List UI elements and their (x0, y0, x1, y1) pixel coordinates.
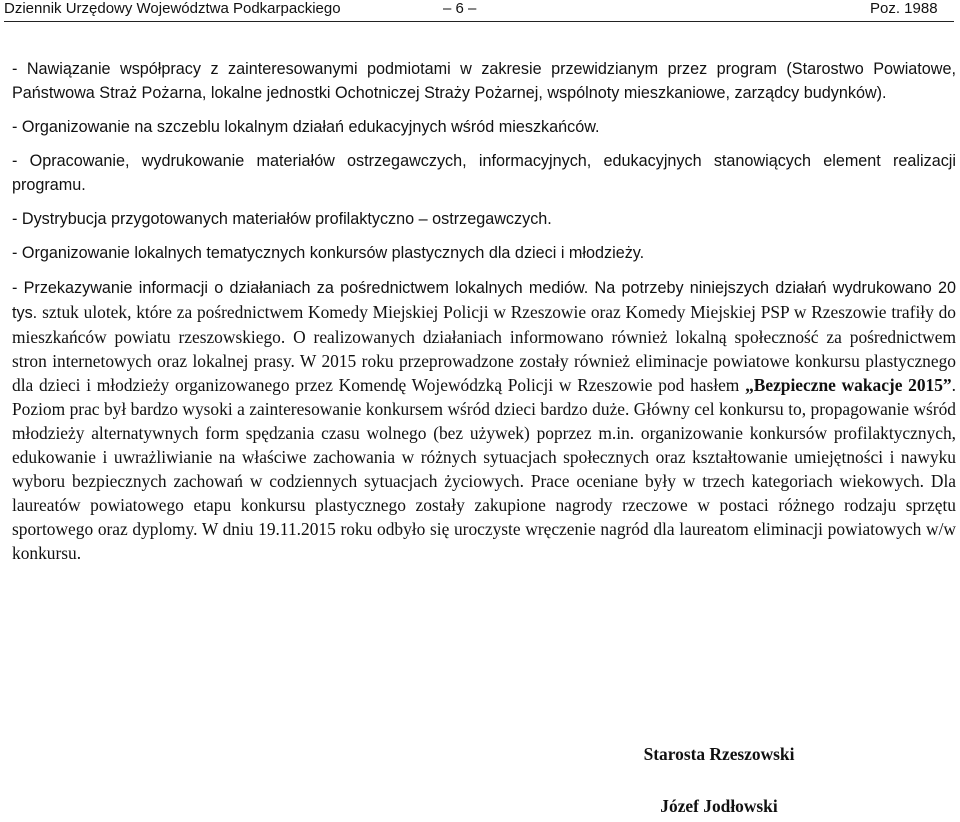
signature-title: Starosta Rzeszowski (643, 744, 795, 764)
paragraph-media (12, 275, 956, 565)
media-text-rest: . Poziom prac był bardzo wysoki a zainteresowanie konkursem wśród dzieci bardzo duże. Główny cel konkursu to, propagowanie wśród młodzieży alternatywnych form spędzania czasu wolnego (bez używek) poprzez m.in. organizowanie konkursów profilaktycznych, edukowanie i uwrażliwianie na właściwe zachowania w różnych sytuacjach społecznych oraz kształtowanie umiejętności i nawyku wyboru bezpiecznych zachowań w codziennych sytuacjach życiowych. Prace oceniane były w trzech kategoriach wiekowych. Dla laureatów powiatowego etapu konkursu plastycznego zostały zakupione nagrody rzeczowe w postaci różnego rodzaju sprzętu sportowego oraz dyplomy. W dniu 19.11.2015 roku odbyło się uroczyste wręczenie nagród dla laureatom eliminacji powiatowych w/w konkursu. (12, 375, 956, 563)
media-text-body: sztuk ulotek, które za pośrednictwem Komedy Miejskiej Policji w Rzeszowie oraz Komedy Miejskiej PSP w Rzeszowie trafiły do mieszkańców powiatu rzeszowskiego. O realizowanych działaniach informowano również lokalną społeczność za pośrednictwem stron internetowych oraz lokalnej prasy. W 2015 roku przeprowadzone zostały również eliminacje powiatowe konkursu plastycznego dla dzieci i młodzieży organizowanego przez Komendę Wojewódzką Policji w Rzeszowie pod hasłem (12, 302, 956, 395)
paragraph-cooperation: - Nawiązanie współpracy z zainteresowanymi podmiotami w zakresie przewidzianym przez program (Starostwo Powiatowe, Państwowa Straż Pożarna, lokalne jednostki Ochotniczej Straży Pożarnej, wspólnoty mieszkaniowe, zarządcy budynków). (12, 60, 956, 102)
signature-block (600, 744, 838, 822)
campaign-slogan: „Bezpieczne wakacje 2015” (745, 375, 952, 395)
paragraph-distribution: - Dystrybucja przygotowanych materiałów profilaktyczno – ostrzegawczych. (12, 210, 552, 228)
page-number: – 6 – (443, 0, 477, 17)
media-text-intro: - Przekazywanie informacji o działaniach za pośrednictwem lokalnych mediów. Na potrzeby niniejszych działań wydrukowano 20 tys. (12, 279, 956, 322)
signature-gap (600, 770, 838, 796)
paragraph-materials: - Opracowanie, wydrukowanie materiałów ostrzegawczych, informacyjnych, edukacyjnych stanowiących element realizacji programu. (12, 152, 956, 194)
item-number: Poz. 1988 (870, 0, 938, 17)
header-rule (4, 21, 954, 22)
document-body (12, 57, 956, 575)
page-header (0, 0, 960, 22)
signature-name: Józef Jodłowski (660, 796, 778, 816)
paragraph-organizing-education: - Organizowanie na szczeblu lokalnym działań edukacyjnych wśród mieszkańców. (12, 118, 600, 136)
journal-title: Dziennik Urzędowy Województwa Podkarpackiego (4, 0, 341, 17)
paragraph-contests: - Organizowanie lokalnych tematycznych konkursów plastycznych dla dzieci i młodzieży. (12, 244, 645, 262)
